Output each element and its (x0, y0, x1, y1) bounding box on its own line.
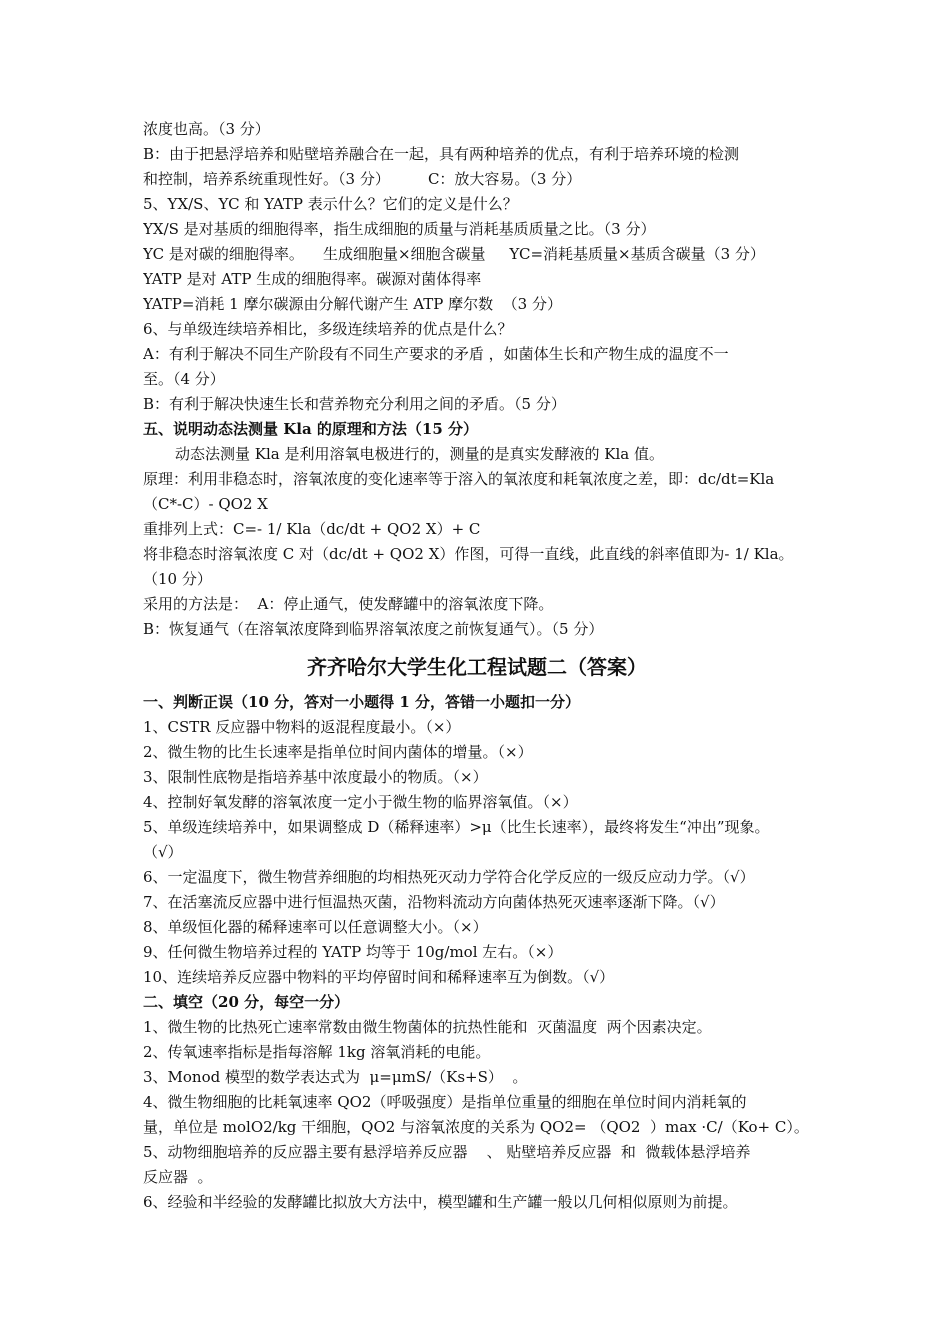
text-line: （10 分） (143, 570, 212, 588)
text-line: 重排列上式：C=- 1/ Kla（dc/dt + QO2 X）+ C (143, 520, 481, 538)
list-item: 4、控制好氧发酵的溶氧浓度一定小于微生物的临界溶氧值。（×） (143, 793, 578, 811)
list-item: 2、传氧速率指标是指每溶解 1kg 溶氧消耗的电能。 (143, 1043, 491, 1061)
text-line: 和控制，培养系统重现性好。（3 分） C：放大容易。（3 分） (143, 170, 582, 188)
list-item: 1、微生物的比热死亡速率常数由微生物菌体的抗热性能和 灭菌温度 两个因素决定。 (143, 1018, 712, 1036)
list-item: 10、连续培养反应器中物料的平均停留时间和稀释速率互为倒数。（√） (143, 968, 615, 986)
list-item: 5、单级连续培养中，如果调整成 D（稀释速率）>μ（比生长速率），最终将发生“冲出”现象。 (143, 818, 770, 836)
section-heading: 五、说明动态法测量 Kla 的原理和方法（15 分） (143, 420, 478, 438)
question-line: 5、YX/S、YC 和 YATP 表示什么？它们的定义是什么？ (143, 195, 518, 213)
list-item: 6、经验和半经验的发酵罐比拟放大方法中，模型罐和生产罐一般以几何相似原则为前提。 (143, 1193, 738, 1211)
list-item: 量，单位是 molO2/kg 干细胞，QO2 与溶氧浓度的关系为 QO2= （QO2 ）max ·C/（Ko+ C）。 (143, 1118, 809, 1136)
list-item: （√） (143, 843, 183, 861)
text-line: 至。（4 分） (143, 370, 225, 388)
text-line: 采用的方法是： A：停止通气，使发酵罐中的溶氧浓度下降。 (143, 595, 554, 613)
text-line: 将非稳态时溶氧浓度 C 对（dc/dt + QO2 X）作图，可得一直线，此直线的斜率值即为- 1/ Kla。 (143, 545, 794, 563)
text-line: B：恢复通气（在溶氧浓度降到临界溶氧浓度之前恢复通气）。（5 分） (143, 620, 604, 638)
list-item: 7、在活塞流反应器中进行恒温热灭菌，沿物料流动方向菌体热死灭速率逐渐下降。（√） (143, 893, 725, 911)
list-item: 5、动物细胞培养的反应器主要有悬浮培养反应器 、 贴壁培养反应器 和 微载体悬浮培养 (143, 1143, 751, 1161)
text-line: YC 是对碳的细胞得率。 生成细胞量×细胞含碳量 YC=消耗基质量×基质含碳量（3 分） (143, 245, 765, 263)
list-item: 2、微生物的比生长速率是指单位时间内菌体的增量。（×） (143, 743, 533, 761)
part-one (143, 690, 811, 990)
list-item: 8、单级恒化器的稀释速率可以任意调整大小。（×） (143, 918, 488, 936)
text-line: 动态法测量 Kla 是利用溶氧电极进行的，测量的是真实发酵液的 Kla 值。 (175, 445, 664, 463)
list-item: 反应器 。 (143, 1168, 213, 1186)
text-line: YX/S 是对基质的细胞得率，指生成细胞的质量与消耗基质质量之比。（3 分） (143, 220, 656, 238)
list-item: 3、Monod 模型的数学表达式为 μ=μmS/（Ks+S） 。 (143, 1068, 528, 1086)
text-line: YATP 是对 ATP 生成的细胞得率。碳源对菌体得率 (143, 270, 482, 288)
question-line: 6、与单级连续培养相比，多级连续培养的优点是什么？ (143, 320, 513, 338)
text-line: 原理：利用非稳态时，溶氧浓度的变化速率等于溶入的氧浓度和耗氧浓度之差，即：dc/dt=Kla (143, 470, 775, 488)
list-item: 3、限制性底物是指培养基中浓度最小的物质。（×） (143, 768, 488, 786)
section-heading: 二、填空（20 分，每空一分） (143, 993, 350, 1011)
text-line: B：由于把悬浮培养和贴壁培养融合在一起，具有两种培养的优点，有利于培养环境的检测 (143, 145, 740, 163)
list-item: 9、任何微生物培养过程的 YATP 均等于 10g/mol 左右。（×） (143, 943, 563, 961)
text-line: YATP=消耗 1 摩尔碳源由分解代谢产生 ATP 摩尔数 （3 分） (143, 295, 562, 313)
exam-title: 齐齐哈尔大学生化工程试题二（答案） (307, 655, 647, 679)
list-item: 6、一定温度下，微生物营养细胞的均相热死灭动力学符合化学反应的一级反应动力学。（√） (143, 868, 755, 886)
list-item: 4、微生物细胞的比耗氧速率 QO2（呼吸强度）是指单位重量的细胞在单位时间内消耗氧的 (143, 1093, 747, 1111)
part-two (143, 990, 811, 1215)
text-line: 浓度也高。（3 分） (143, 120, 270, 138)
text-line: B：有利于解决快速生长和营养物充分利用之间的矛盾。（5 分） (143, 395, 566, 413)
list-item: 1、CSTR 反应器中物料的返混程度最小。（×） (143, 718, 461, 736)
section-heading: 一、判断正误（10 分，答对一小题得 1 分，答错一小题扣一分） (143, 693, 580, 711)
answer-section-continued (143, 117, 811, 417)
section-five (143, 417, 811, 642)
text-line: A：有利于解决不同生产阶段有不同生产要求的矛盾 ，如菌体生长和产物生成的温度不一 (143, 345, 729, 363)
document-body (143, 117, 811, 1215)
text-line: （C*-C）- QO2 X (143, 495, 268, 513)
